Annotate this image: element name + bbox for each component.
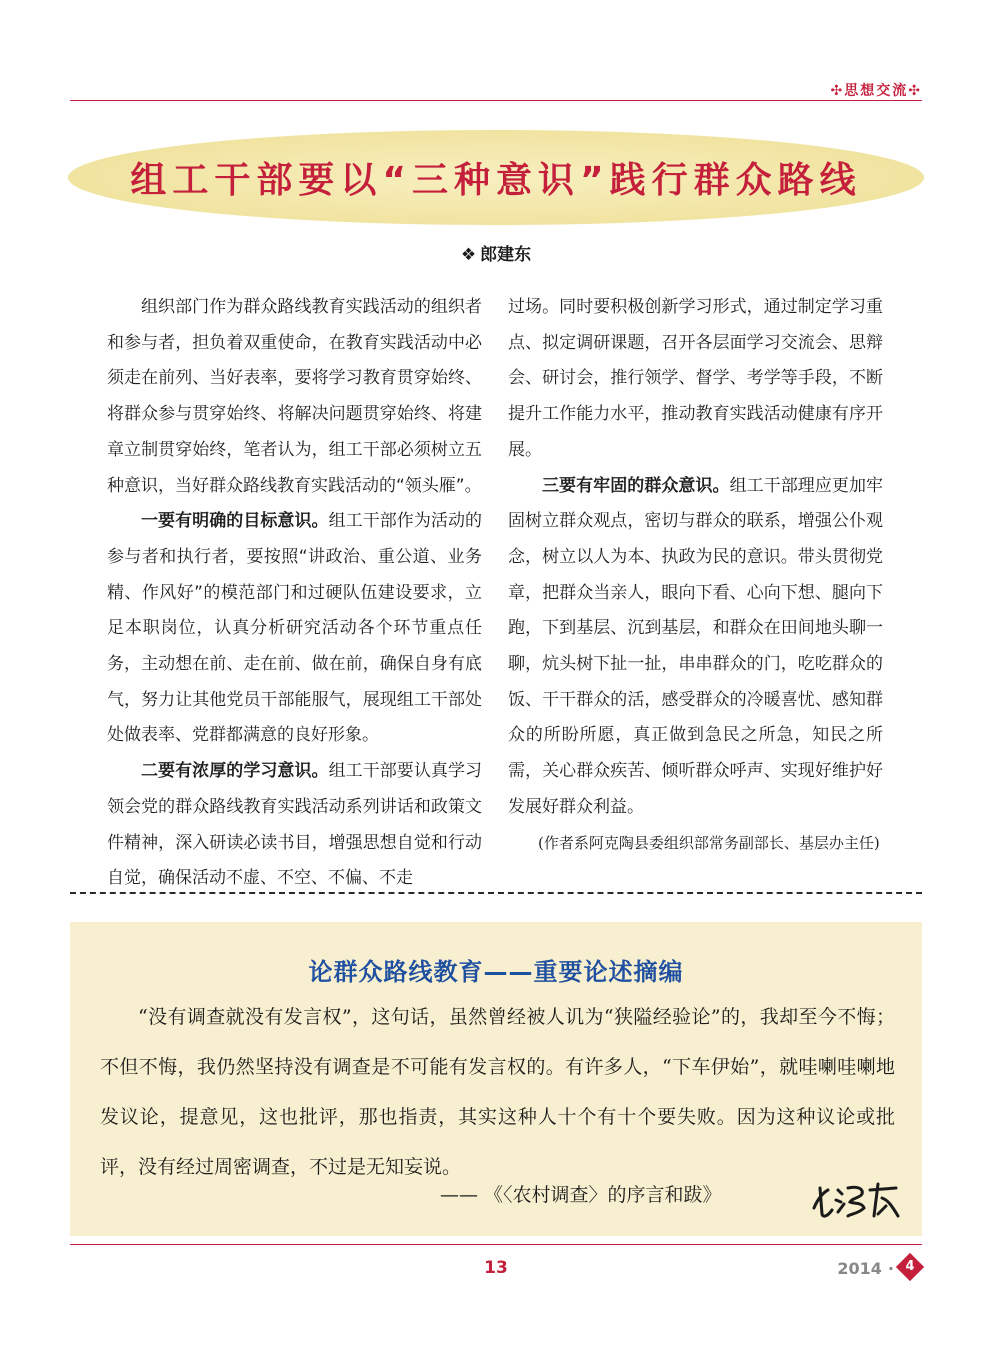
handwritten-signature bbox=[808, 1180, 903, 1222]
paragraph-learning-lead: 二要有浓厚的学习意识。 bbox=[141, 761, 329, 782]
quote-text: “没有调查就没有发言权”，这句话，虽然曾经被人讥为“狭隘经验论”的，我却至今不悔；不但不悔，我仍然坚持没有调查是不可能有发言权的。有许多人，“下车伊始”，就哇喇哇喇地发议论，提意见，这也批评，那也指责，其实这种人十个有十个要失败。因为这种议论或批评，没有经过周密调查，不过是无知妄说。 bbox=[100, 1006, 895, 1178]
intro-paragraph: 组织部门作为群众路线教育实践活动的组织者和参与者，担负着双重使命，在教育实践活动中必须走在前列、当好表率，要将学习教育贯穿始终、将群众参与贯穿始终、将解决问题贯穿始终、将建章立制贯穿始终，笔者认为，组工干部必须树立五种意识，当好群众路线教育实践活动的“领头雁”。 bbox=[107, 297, 482, 496]
section-tag: ✣思想交流✣ bbox=[830, 83, 922, 99]
paragraph-goal-lead: 一要有明确的目标意识。 bbox=[141, 511, 329, 532]
paragraph-masses-lead: 三要有牢固的群众意识。 bbox=[542, 475, 730, 496]
issue-year: 2014 bbox=[837, 1258, 882, 1278]
paragraph-learning-text: 组工干部要认真学习领会党的群众路线教育实践活动系列讲话和政策文件精神，深入研读必读书目，增强思想自觉和行动自觉，确保活动不虚、不空、不偏、不走 bbox=[107, 761, 483, 889]
paragraph-masses bbox=[508, 469, 883, 826]
author-note: (作者系阿克陶县委组织部常务副部长、基层办主任) bbox=[538, 833, 880, 852]
author-name: 郎建东 bbox=[480, 245, 532, 265]
diamond-icon: ❖ bbox=[460, 245, 477, 265]
page-number: 13 bbox=[484, 1258, 508, 1278]
right-column bbox=[508, 290, 883, 860]
header-rule bbox=[70, 100, 922, 101]
issue-number: 4 bbox=[905, 1259, 915, 1274]
left-column bbox=[107, 290, 482, 897]
quote-source: —— 《〈农村调查〉的序言和跋》 bbox=[440, 1184, 722, 1206]
issue-label bbox=[837, 1258, 920, 1278]
paragraph-goal bbox=[107, 504, 482, 754]
article-title: 组工干部要以“三种意识”践行群众路线 bbox=[130, 160, 862, 201]
footer-rule bbox=[70, 1244, 922, 1245]
paragraph-masses-text: 组工干部理应更加牢固树立群众观点，密切与群众的联系，增强公仆观念，树立以人为本、执政为民的意识。带头贯彻党章，把群众当亲人，眼向下看、心向下想、腿向下跑，下到基层、沉到基层，和群众在田间地头聊一聊，炕头树下扯一扯，串串群众的门，吃吃群众的饭、干干群众的活，感受群众的冷暖喜忧、感知群众的所盼所愿，真正做到急民之所急，知民之所需，关心群众疾苦、倾听群众呼声、实现好维护好发展好群众利益。 bbox=[508, 475, 884, 817]
issue-badge-icon bbox=[896, 1253, 924, 1281]
quote-title: 论群众路线教育——重要论述摘编 bbox=[308, 958, 684, 986]
dashed-divider bbox=[70, 892, 922, 894]
byline bbox=[0, 240, 992, 265]
paragraph-learning-continued: 过场。同时要积极创新学习形式，通过制定学习重点、拟定调研课题，召开各层面学习交流会、思辩会、研讨会，推行领学、督学、考学等手段，不断提升工作能力水平，推动教育实践活动健康有序开展。 bbox=[508, 297, 883, 460]
issue-dot: · bbox=[887, 1258, 894, 1278]
paragraph-learning bbox=[107, 754, 482, 897]
quote-body bbox=[100, 992, 895, 1192]
paragraph-goal-text: 组工干部作为活动的参与者和执行者，要按照“讲政治、重公道、业务精、作风好”的模范部门和过硬队伍建设要求，立足本职岗位，认真分析研究活动各个环节重点任务，主动想在前、走在前、做在前，确保自身有底气，努力让其他党员干部能服气，展现组工干部处处做表率、党群都满意的良好形象。 bbox=[107, 511, 483, 746]
